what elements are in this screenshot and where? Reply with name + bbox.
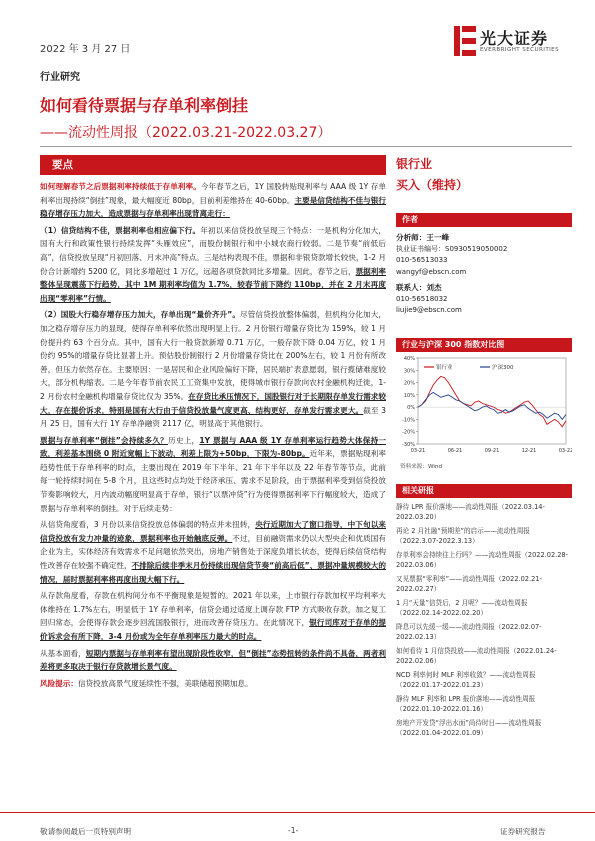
x-tick-label: 06-21 [447, 448, 463, 454]
p5-text: 从信贷角度看，3 月份以来信贷投放总体偏弱的特点并未扭转， [40, 520, 256, 530]
p4-text: 历史上， [168, 435, 200, 445]
paragraph-4 [40, 434, 386, 516]
x-tick-label: 12-21 [521, 448, 537, 454]
legend-label: 沪深300 [492, 365, 514, 371]
paragraph-1 [40, 180, 386, 221]
related-report-item[interactable]: 如何看待 1 月信贷投放——流动性周报（2022.01.24-2022.02.06） [396, 647, 557, 665]
p5-bold: 央行近期加大了窗口指导，中下旬以来信贷投放有发力冲量的迹象，票据利率也开始触底反弹。 [40, 520, 386, 543]
page-number: -1- [288, 826, 299, 835]
related-report-item[interactable]: NCD 利率何时 MLF 利率收敛？——流动性周报（2022.01.17-2022.01.23） [396, 671, 536, 689]
footer-report-type: 证券研究报告 [500, 827, 546, 836]
x-tick-label: 03-21 [410, 448, 426, 454]
p5-bold2: 不排除后续非季末月份持续出现信贷节奏“前高后低”、票据冲量规模较大的情况，届时票据利率将再度出现大幅下行。 [40, 561, 387, 584]
logo-name-en: EVERBRIGHT SECURITIES [480, 47, 560, 53]
related-report-item[interactable]: 降息可以先缓一缓——流动性周报（2022.02.07-2022.02.13） [396, 623, 542, 641]
risk-paragraph [40, 677, 386, 691]
analyst-email[interactable]: wangyf@ebscn.com [396, 267, 467, 276]
paragraph-2 [40, 224, 386, 306]
series-line [418, 376, 566, 426]
legend-label: 银行业 [436, 365, 453, 371]
analyst-name: 分析师：王一峰 [396, 233, 450, 242]
p7-bold: 短期内票据与存单利率有望出现阶段性收窄，但“倒挂”态势扭转的条件尚不具备，两者利差将更多取决于银行存贷款增长景气度。 [40, 648, 387, 672]
p1-text: 今年春节之后，1Y 国股转贴现利率与 AAA 级 1Y 存单利率出现持续“倒挂”现象，最大幅度近 80bp，目前利差维持在 40-60bp。 [40, 182, 387, 205]
key-points-bar [40, 155, 386, 175]
report-date: 2022 年 3 月 27 日 [40, 44, 131, 55]
p3-bold2: 在存贷比承压情况下，国股银行对于长期限存单发行需求较大，存在提价诉求，特别是国有大行由于信贷投放量气度更高、结构更好，存单发行需求更大。 [40, 391, 386, 415]
contact-email[interactable]: liujie9@ebscn.com [396, 306, 462, 314]
paragraph-5 [40, 518, 386, 586]
p4-text2: 近年来，票据贴现利率趋势性低于存单利率的时点，主要出现在 2019 年下半年、21 年下半年以及 22 年春节等节点，此前每一轮持续时间在 5-8 个月，且这些时点均处于经济承压、需求不足阶段，由于票据利率受到信贷投放节奏影响较大，月内波动幅度明显高于存单，银行“以票冲贷”行为使得票据利率下行幅度较大，造成了票据与存单利率的倒挂。对于后续走势： [40, 449, 386, 513]
p3-bold: （2）国股大行稳存增存压力加大，存单出现“量价齐升”。 [40, 310, 241, 320]
y-tick-label: 20% [403, 380, 415, 387]
y-tick-label: 40% [403, 356, 415, 362]
rating: 买入（维持） [396, 178, 469, 192]
p5-text2: 不过，目前融资需求仍以大型央企和优质国有企业为主，实体经济有效需求不足问题依然突出，房地产销售处于深度负增长状态，使得后续信贷结构性改善存在较强不确定性， [40, 533, 387, 571]
risk-text: 信贷投放高景气度延续性不强，美联储超预期加息。 [77, 678, 253, 688]
y-tick-label: -20% [402, 429, 415, 436]
series-line [418, 392, 566, 419]
main-body [40, 180, 386, 693]
sidebar [396, 155, 572, 317]
header-divider [40, 146, 572, 147]
p4-bold2: 1Y 票据与 AAA 级 1Y 存单利率运行趋势大体保持一致，利差基本围绕 0 附近宽幅上下波动，利差上限为+50bp，下限为-80bp。 [40, 435, 387, 459]
y-tick-label: 0% [407, 405, 415, 412]
p1-bold: 主要是信贷结构不佳与银行稳存增存压力加大，造成票据与存单利率出现背离走行： [40, 195, 387, 219]
y-tick-label: -10% [402, 417, 415, 424]
y-tick-label: -30% [402, 442, 415, 448]
y-tick-label: 30% [403, 368, 415, 375]
analyst-cert: 执业证书编号：S0930519050002 [396, 244, 508, 253]
x-tick-label: 03-22 [558, 448, 572, 454]
report-category: 行业研究 [40, 72, 80, 83]
p4-bold: 票据与存单利率“倒挂”会持续多久？ [40, 435, 169, 445]
industry-vs-index-chart [396, 352, 572, 480]
author-header: 作者 [396, 213, 572, 227]
related-header: 相关研报 [396, 484, 572, 498]
report-title: 如何看待票据与存单利率倒挂 [40, 96, 249, 115]
p1-lead: 如何理解春节之后票据利率持续低于存单利率。 [40, 182, 201, 191]
analyst-phone: 010-56513033 [396, 256, 448, 264]
chart-source: 资料来源：Wind [400, 464, 443, 470]
p3-text: 尽管信贷投放整体偏弱，但机构分化加大，加之稳存增存压力的显现，使得存单利率依然出现明显上行。2 月份银行增量存贷比为 159%，较 1 月份提升约 63 个百分点。其中，国有大行一般贷款新增 0.71 万亿，一般存款下降 0.04 万亿，较 1 月份约 95%的增量存贷比显著上升。预估股份制银行 2 月份增量存贷比在 200%左右，较 1 月份有所改善，但压力依然存在。主要原因：一是居民和企业风险偏好下降，居民端扩表意愿弱，银行揽储难度较大，部分机构缩表。二是今年春节前农民工工资集中发放，使得城市银行存款向农村金融机构迁徙，1-2 月份农村金融机构增量存贷比仅为 35%。 [40, 310, 387, 401]
related-report-item[interactable]: 房地产开发贷“浮出水面”尚待时日——流动性周报（2022.01.04-2022.01.09） [396, 719, 542, 737]
logo-name-cn: 光大证券 [480, 29, 549, 48]
related-report-item[interactable]: 1 月“天量”信贷后，2 月呢？——流动性周报（2022.02.14-2022.02.20） [396, 599, 528, 617]
footer-divider [0, 812, 595, 813]
paragraph-3 [40, 308, 386, 430]
p6-bold: 银行司库对于存单的提价诉求会有所下降，3-4 月份或为全年存单利率压力最大的时点。 [40, 618, 386, 641]
contact-name: 联系人：刘杰 [396, 283, 442, 292]
related-report-item[interactable]: 静待 MLF 利率和 LPR 报价落地——流动性周报（2022.01.10-2022.01.16） [396, 695, 536, 713]
p3-text2: 截至 3 月 25 日，国有大行 1Y 存单净融资 2117 亿，明显高于其他银行。 [40, 405, 386, 429]
footer-disclaimer[interactable]: 敬请参阅最后一页特别声明 [40, 827, 132, 836]
analyst-info [396, 232, 572, 317]
key-points-label: 要点 [52, 159, 73, 171]
chart-header: 行业与沪深 300 指数对比图 [396, 338, 572, 352]
contact-phone: 010-56518032 [396, 294, 448, 303]
y-tick-label: 10% [403, 392, 415, 399]
line-chart-svg [396, 352, 572, 462]
report-subtitle: ——流动性周报（2022.03.21-2022.03.27） [40, 125, 332, 141]
related-report-item[interactable]: 又见票据“零利率”——流动性周报（2022.02.21-2022.02.27） [396, 575, 542, 593]
paragraph-7 [40, 647, 386, 674]
related-report-item[interactable]: 静待 LPR 报价落地——流动性周报（2022.03.14-2022.03.20） [396, 503, 545, 521]
paragraph-6 [40, 589, 386, 643]
related-report-item[interactable]: 再论 2 月社融“预期差”的启示——流动性周报（2022.3.07-2022.3.13） [396, 527, 530, 545]
risk-label: 风险提示： [40, 678, 78, 688]
x-tick-label: 09-21 [484, 448, 500, 454]
p2-text: 年初以来信贷投放呈现三个特点：一是机构分化加大，国有大行和政策性银行持续发挥“头雁效应”，而股份制银行和中小城农商行较弱。二是节奏“前低后高”，信贷投放呈现“月初回落、月末冲高”特点。三是结构表现不佳，票据和非银贷款增长较快，1-2 月份合计新增约 5200 亿，同比多增超过 1 万亿，远超各项贷款同比多增量。因此，春节之后， [40, 225, 386, 276]
related-report-item[interactable]: 存单利率会持续往上行吗？——流动性周报（2022.02.28-2022.03.06） [396, 551, 569, 569]
p2-bold: （1）信贷结构不佳，票据利率也相应偏下行。 [40, 225, 201, 235]
logo-mark-icon [454, 26, 476, 56]
related-reports [396, 503, 572, 743]
company-logo [454, 24, 572, 64]
p6-text: 从存款角度看，存款在机构间分布不平衡现象是短暂的。2021 年以来，上市银行存款加权平均利率大体维持在 1.7%左右，明显低于 1Y 存单利率，信贷会通过适度上调存款 FTP 方式吸收存款，加之复工回归常态，会使得存款会逐步回流国股银行，进而改善存贷压力。在此情况下， [40, 591, 386, 628]
industry-name: 银行业 [396, 157, 433, 171]
p2-bold2: 票据利率整体呈现震荡下行趋势，其中 1M 期利率均值为 1.7%，较春节前下降约 110bp，并在 2 月末再度出现“零利率”行情。 [40, 266, 386, 303]
p7-text: 从基本面看， [40, 648, 86, 658]
